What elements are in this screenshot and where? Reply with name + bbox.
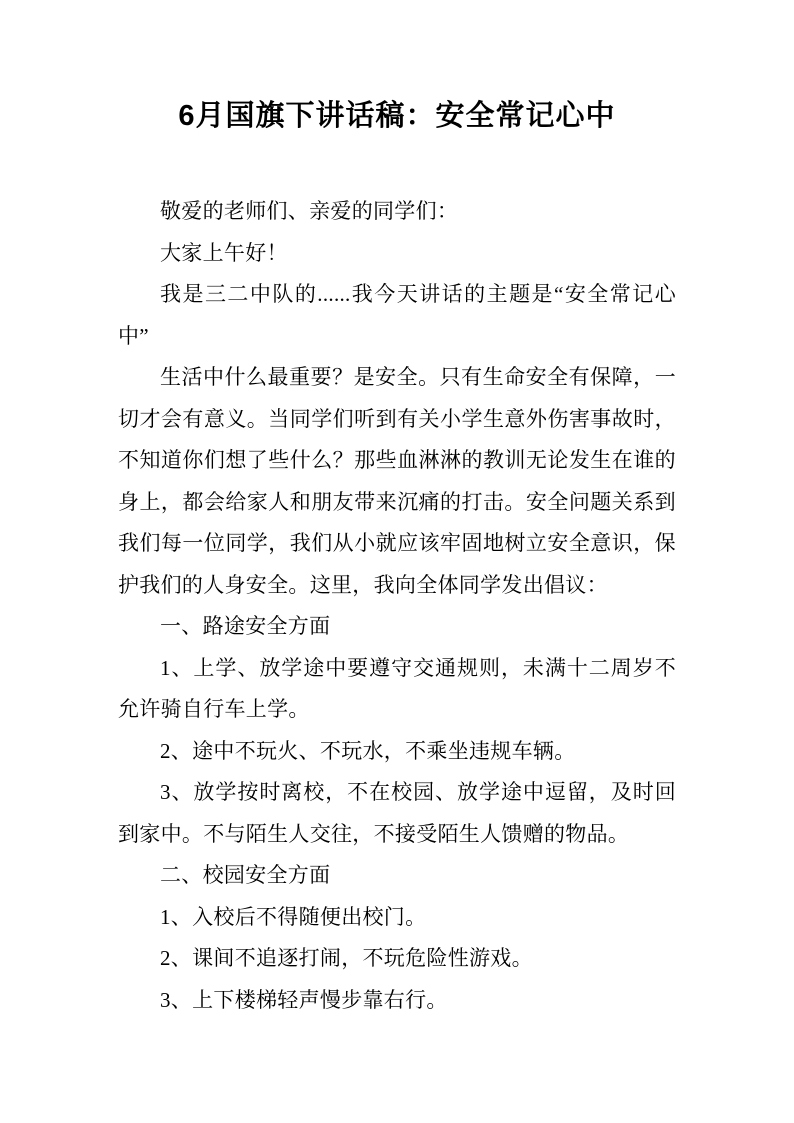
paragraph: 2、途中不玩火、不玩水，不乘坐违规车辆。	[160, 738, 576, 763]
paragraph: 大家上午好！	[160, 240, 288, 265]
document-title: 6月国旗下讲话稿：安全常记心中	[178, 100, 616, 132]
paragraph: 3、放学按时离校，不在校园、放学途中逗留，及时回到家中。不与陌生人交往，不接受陌生人馈赠的物品。	[118, 780, 676, 846]
paragraph: 二、校园安全方面	[160, 863, 331, 887]
paragraph: 3、上下楼梯轻声慢步靠右行。	[160, 987, 448, 1012]
paragraph: 生活中什么最重要？是安全。只有生命安全有保障，一切才会有意义。当同学们听到有关小学生意外伤害事故时，不知道你们想了些什么？那些血淋淋的教训无论发生在谁的身上，都会给家人和朋友带来沉痛的打击。安全问题关系到我们每一位同学，我们从小就应该牢固地树立安全意识，保护我们的人身安全。这里，我向全体同学发出倡议：	[118, 365, 676, 597]
paragraph: 1、上学、放学途中要遵守交通规则，未满十二周岁不允许骑自行车上学。	[118, 655, 676, 721]
paragraph: 一、路途安全方面	[160, 614, 331, 638]
paragraph: 1、入校后不得随便出校门。	[160, 904, 427, 929]
paragraph: 我是三二中队的......我今天讲话的主题是“安全常记心中”	[118, 282, 676, 348]
paragraph: 敬爱的老师们、亲爱的同学们：	[160, 199, 459, 223]
paragraph: 2、课间不追逐打闹，不玩危险性游戏。	[160, 946, 533, 970]
document-body	[118, 191, 676, 1021]
